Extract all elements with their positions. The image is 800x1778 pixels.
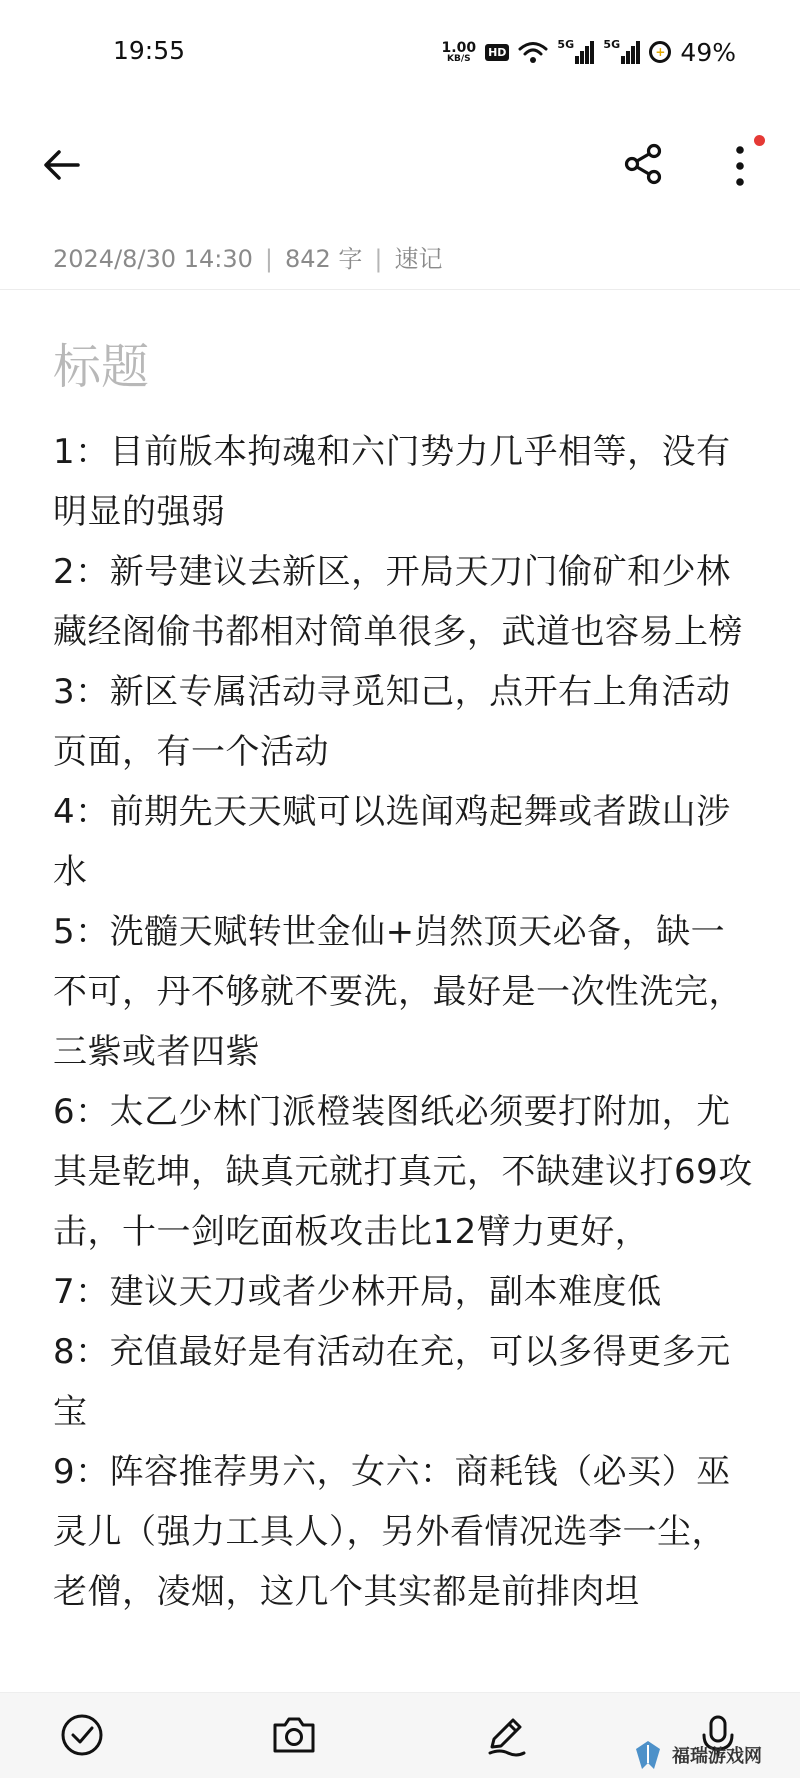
notification-dot xyxy=(754,135,765,146)
note-line: 5：洗髓天赋转世金仙+岿然顶天必备，缺一不可，丹不够就不要洗，最好是一次性洗完，三紫或者四紫 xyxy=(53,912,743,1072)
network-speed xyxy=(442,41,477,64)
network-speed-value: 1.00 xyxy=(441,39,477,56)
signal-label-2: 5G xyxy=(603,38,621,51)
status-indicators xyxy=(442,36,736,68)
note-line: 8：充值最好是有活动在充，可以多得更多元宝 xyxy=(53,1332,731,1432)
note-body-editor[interactable] xyxy=(53,422,753,1692)
checklist-icon[interactable] xyxy=(56,1709,108,1761)
battery-icon: + xyxy=(649,41,671,63)
camera-icon[interactable] xyxy=(268,1709,320,1761)
signal-icon xyxy=(557,40,594,64)
battery-percent: 49% xyxy=(680,37,736,67)
note-datetime: 2024/8/30 14:30 xyxy=(53,245,253,273)
more-vertical-icon[interactable] xyxy=(720,138,760,194)
meta-separator: | xyxy=(374,245,383,273)
signal-icon xyxy=(603,40,640,64)
hd-badge: HD xyxy=(485,44,509,61)
note-line: 9：阵容推荐男六，女六：商耗钱（必买）巫灵儿（强力工具人），另外看情况选李一尘，老僧，凌烟，这几个其实都是前排肉坦 xyxy=(53,1452,731,1612)
note-title-field[interactable]: 标题 xyxy=(53,339,150,395)
status-time: 19:55 xyxy=(113,36,186,65)
note-line: 3：新区专属活动寻觅知己，点开右上角活动页面，有一个活动 xyxy=(53,672,731,772)
divider xyxy=(0,289,800,290)
signal-label-1: 5G xyxy=(557,38,575,51)
note-line: 6：太乙少林门派橙装图纸必须要打附加，尤其是乾坤，缺真元就打真元，不缺建议打69攻击，十一剑吃面板攻击比12臂力更好， xyxy=(53,1092,753,1252)
share-icon[interactable] xyxy=(620,140,668,188)
note-line: 1：目前版本拘魂和六门势力几乎相等，没有明显的强弱 xyxy=(53,432,731,532)
watermark-text: 福瑞游戏网 xyxy=(672,1746,762,1767)
watermark-logo-icon xyxy=(630,1737,666,1773)
note-line: 4：前期先天天赋可以选闻鸡起舞或者跋山涉水 xyxy=(53,792,731,892)
note-char-count: 842 字 xyxy=(284,245,363,273)
wifi-icon xyxy=(518,40,548,64)
note-category[interactable]: 速记 xyxy=(394,245,443,273)
network-speed-unit: KB/S xyxy=(447,53,471,64)
note-meta xyxy=(53,239,442,274)
pen-icon[interactable] xyxy=(480,1709,532,1761)
arrow-left-icon[interactable] xyxy=(38,140,88,190)
note-line: 2：新号建议去新区，开局天刀门偷矿和少林藏经阁偷书都相对简单很多，武道也容易上榜 xyxy=(53,552,743,652)
note-toolbar xyxy=(0,120,800,210)
meta-separator: | xyxy=(264,245,273,273)
watermark xyxy=(630,1732,800,1778)
status-bar xyxy=(0,0,800,100)
note-line: 7：建议天刀或者少林开局，副本难度低 xyxy=(53,1272,662,1312)
